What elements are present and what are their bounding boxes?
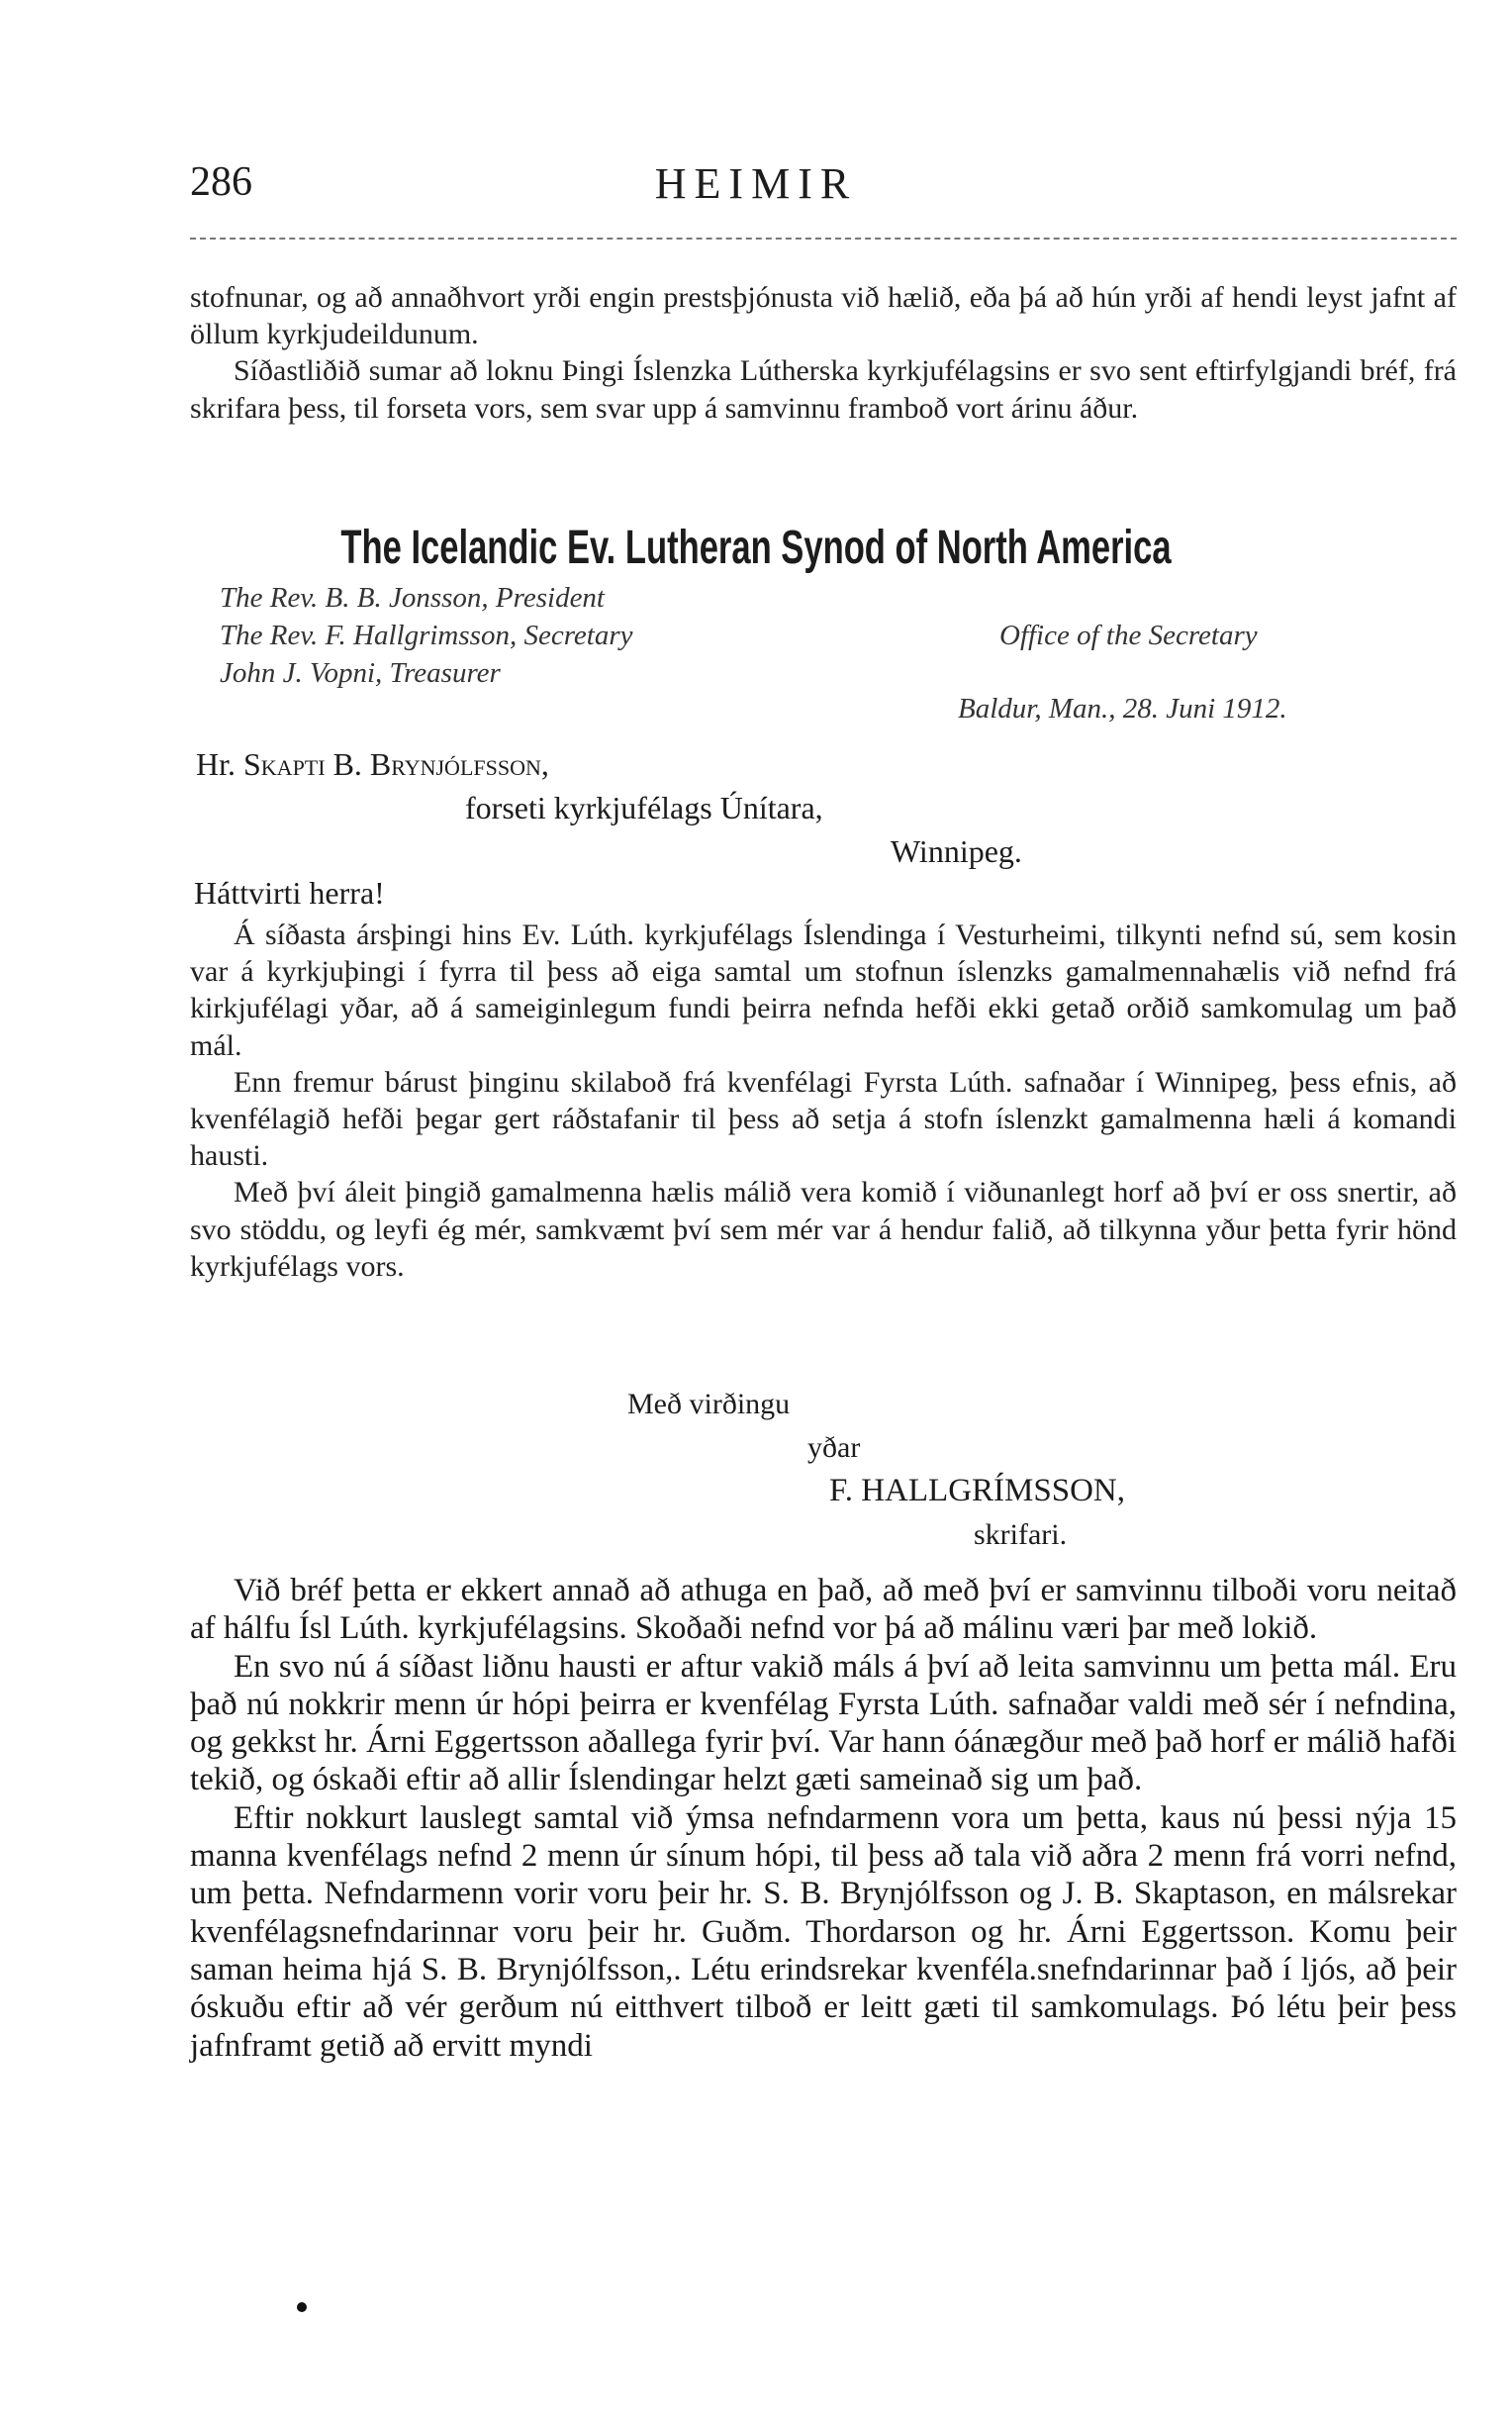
header-rule xyxy=(190,238,1457,240)
letter-paragraph: Með því áleit þingið gamalmenna hælis málið vera komið í viðunanlegt horf að því er oss snertir, að svo stöddu, og leyfi ég mér, samkvæmt því sem mér var á hendur falið, að tilkynna yður þetta fyrir hönd kyrkjufélags vors. xyxy=(190,1176,1457,1283)
signature-title: skrifari. xyxy=(974,1518,1068,1551)
letterhead: The Icelandic Ev. Lutheran Synod of North America xyxy=(340,522,1172,574)
signature: F. HALLGRÍMSSON, xyxy=(829,1473,1125,1508)
intro-paragraph: stofnunar, og að annaðhvort yrði engin prestsþjónusta við hælið, eða þá að hún yrði af hendi leyst jafnt af öllum kyrkjudeildunum. xyxy=(190,281,1457,351)
bullet-mark xyxy=(297,2302,307,2312)
officer-treasurer: John J. Vopni, Treasurer xyxy=(220,657,501,689)
office-label: Office of the Secretary xyxy=(999,620,1258,651)
officer-president: The Rev. B. B. Jonsson, President xyxy=(220,582,605,614)
running-title: HEIMIR xyxy=(654,159,858,208)
main-paragraph: En svo nú á síðast liðnu hausti er aftur vakið máls á því að leita samvinnu um þetta mál. Eru það nú nokkrir menn úr hópi þeirra er kvenfélag Fyrsta Lúth. safnaðar valdi með sér í nefndina, og gekkst hr. Árni Eggertsson aðallega fyrir því. Var hann óánægður með það horf er málið hafði tekið, og óskaði eftir að allir Íslendingar helzt gæti sameinað sig um það. xyxy=(190,1648,1457,1798)
place-date: Baldur, Man., 28. Juni 1912. xyxy=(958,693,1287,725)
recipient-name: Skapti B. Brynjólfsson, xyxy=(243,746,549,782)
page-number: 286 xyxy=(190,159,252,205)
letter-paragraph: Á síðasta ársþingi hins Ev. Lúth. kyrkjufélags Íslendinga í Vesturheimi, tilkynti nefnd sú, sem kosin var á kyrkjuþingi í fyrra til þess að eiga samtal um stofnun íslenzks gamalmennahælis við nefnd frá kirkjufélagi yðar, að á sameiginlegum fundi þeirra nefnda hefði ekki getað orðið samkomulag um það mál. xyxy=(190,919,1457,1062)
intro-text xyxy=(190,279,1457,427)
letter-body xyxy=(190,917,1457,1285)
closing: Með virðingu xyxy=(627,1388,791,1420)
recipient-title: forseti kyrkjufélags Únítara, xyxy=(465,790,823,825)
salutation: Háttvirti herra! xyxy=(194,875,385,911)
main-paragraph: Eftir nokkurt lauslegt samtal við ýmsa nefndarmenn vora um þetta, kaus nú þessi nýja 15 manna kvenfélags nefnd 2 menn úr sínum hópi, til þess að tala við aðra 2 menn frá vorri nefnd, um þetta. Nefndarmenn vorir voru þeir hr. S. B. Brynjólfsson og J. B. Skaptason, en málsrekar kvenfélagsnefndarinnar voru þeir hr. Guðm. Thordarson og hr. Árni Eggertsson. Komu þeir saman heima hjá S. B. Brynjólfsson,. Létu erindsrekar kvenféla.snefndarinnar það í ljós, að þeir óskuðu eftir að vér gerðum nú eitthvert tilboð er leitt gæti til samkomulags. Þó létu þeir þess jafnframt getið að ervitt myndi xyxy=(190,1799,1457,2064)
main-text xyxy=(190,1572,1457,2065)
letter-paragraph: Enn fremur bárust þinginu skilaboð frá kvenfélagi Fyrsta Lúth. safnaðar í Winnipeg, þess efnis, að kvenfélagið hefði þegar gert ráðstafanir til þess að setja á stofn íslenzkt gamalmenna hæli á komandi hausti. xyxy=(190,1065,1457,1173)
recipient-prefix: Hr. xyxy=(196,746,236,782)
intro-paragraph: Síðastliðið sumar að loknu Þingi Íslenzka Lútherska kyrkjufélagsins er svo sent eftirfylgjandi bréf, frá skrifara þess, til forseta vors, sem svar upp á samvinnu framboð vort árinu áður. xyxy=(190,354,1457,425)
closing-2: yðar xyxy=(807,1431,861,1464)
officer-secretary: The Rev. F. Hallgrimsson, Secretary xyxy=(220,620,633,651)
main-paragraph: Við bréf þetta er ekkert annað að athuga en það, að með því er samvinnu tilboði voru neitað af hálfu Ísl Lúth. kyrkjufélagsins. Skoðaði nefnd vor þá að málinu væri þar með lokið. xyxy=(190,1573,1457,1647)
recipient-line xyxy=(196,746,549,783)
recipient-city: Winnipeg. xyxy=(891,833,1022,869)
